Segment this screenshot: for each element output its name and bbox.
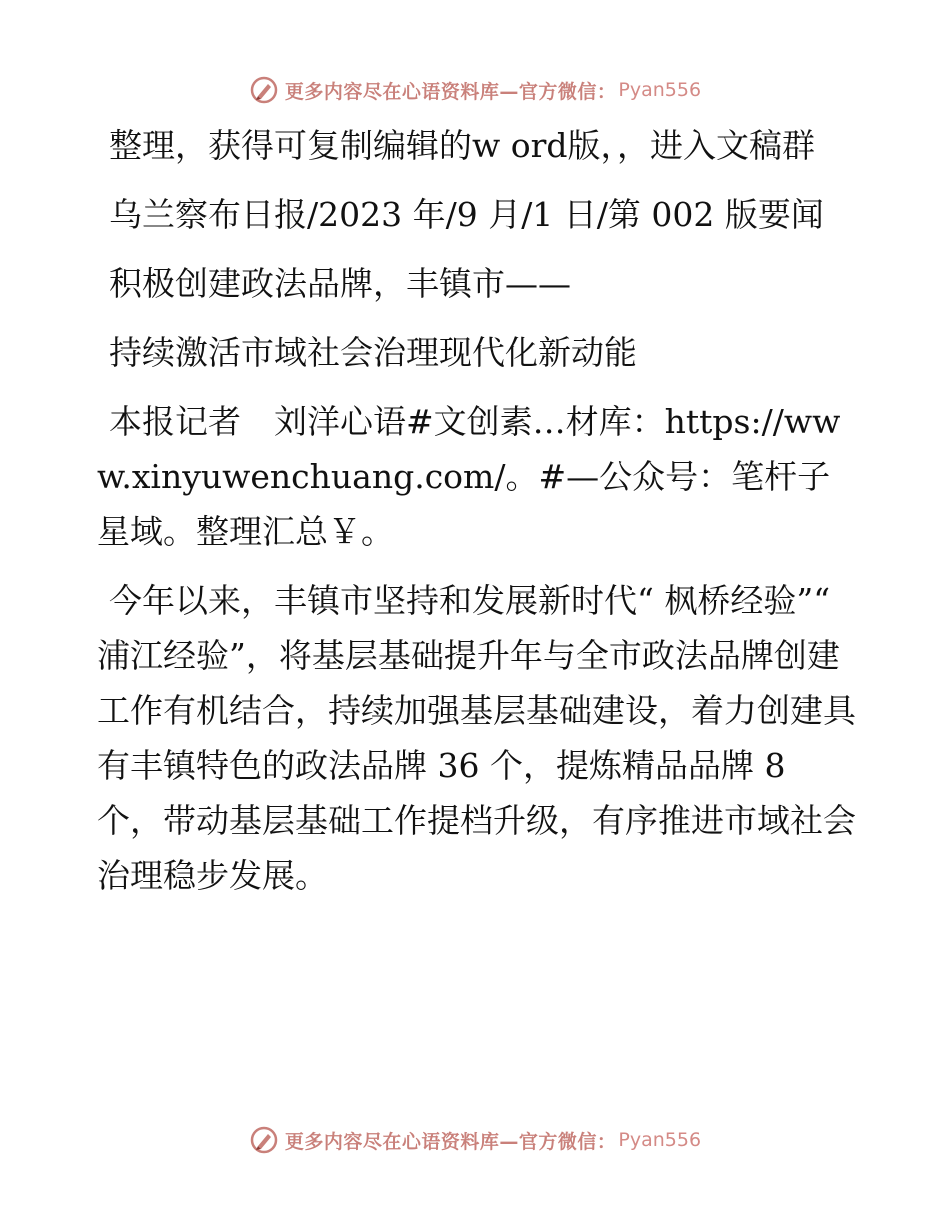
footer-watermark: [0, 1120, 950, 1160]
intro-note: 整理，获得可复制编辑的w ord版，，进入文稿群: [109, 126, 816, 165]
document-body: [97, 118, 857, 917]
pen-logo-icon: [249, 75, 279, 105]
watermark-account: Pyan556: [618, 1129, 702, 1151]
byline: 本报记者 刘洋心语#文创素…材库：https://www.xinyuwenchuang.com/。#—公众号：笔杆子星域。整理汇总￥。: [97, 402, 841, 551]
header-watermark: [0, 70, 950, 110]
subheadline: 持续激活市域社会治理现代化新动能: [109, 333, 637, 372]
body-paragraph: 今年以来，丰镇市坚持和发展新时代“ 枫桥经验”“ 浦江经验”，将基层基础提升年与全市政法品牌创建工作有机结合，持续加强基层基础建设，着力创建具有丰镇特色的政法品牌 36 个，提炼精品品牌 8 个，带动基层基础工作提档升级，有序推进市域社会治理稳步发展。: [97, 581, 856, 895]
watermark-account: Pyan556: [618, 79, 702, 101]
watermark-text: 更多内容尽在心语资料库—官方微信：: [284, 80, 617, 103]
pen-logo-icon: [249, 1125, 279, 1155]
headline: 积极创建政法品牌，丰镇市——: [109, 264, 571, 303]
watermark-text: 更多内容尽在心语资料库—官方微信：: [284, 1130, 617, 1153]
source-line: 乌兰察布日报/2023 年/9 月/1 日/第 002 版要闻: [109, 195, 824, 234]
